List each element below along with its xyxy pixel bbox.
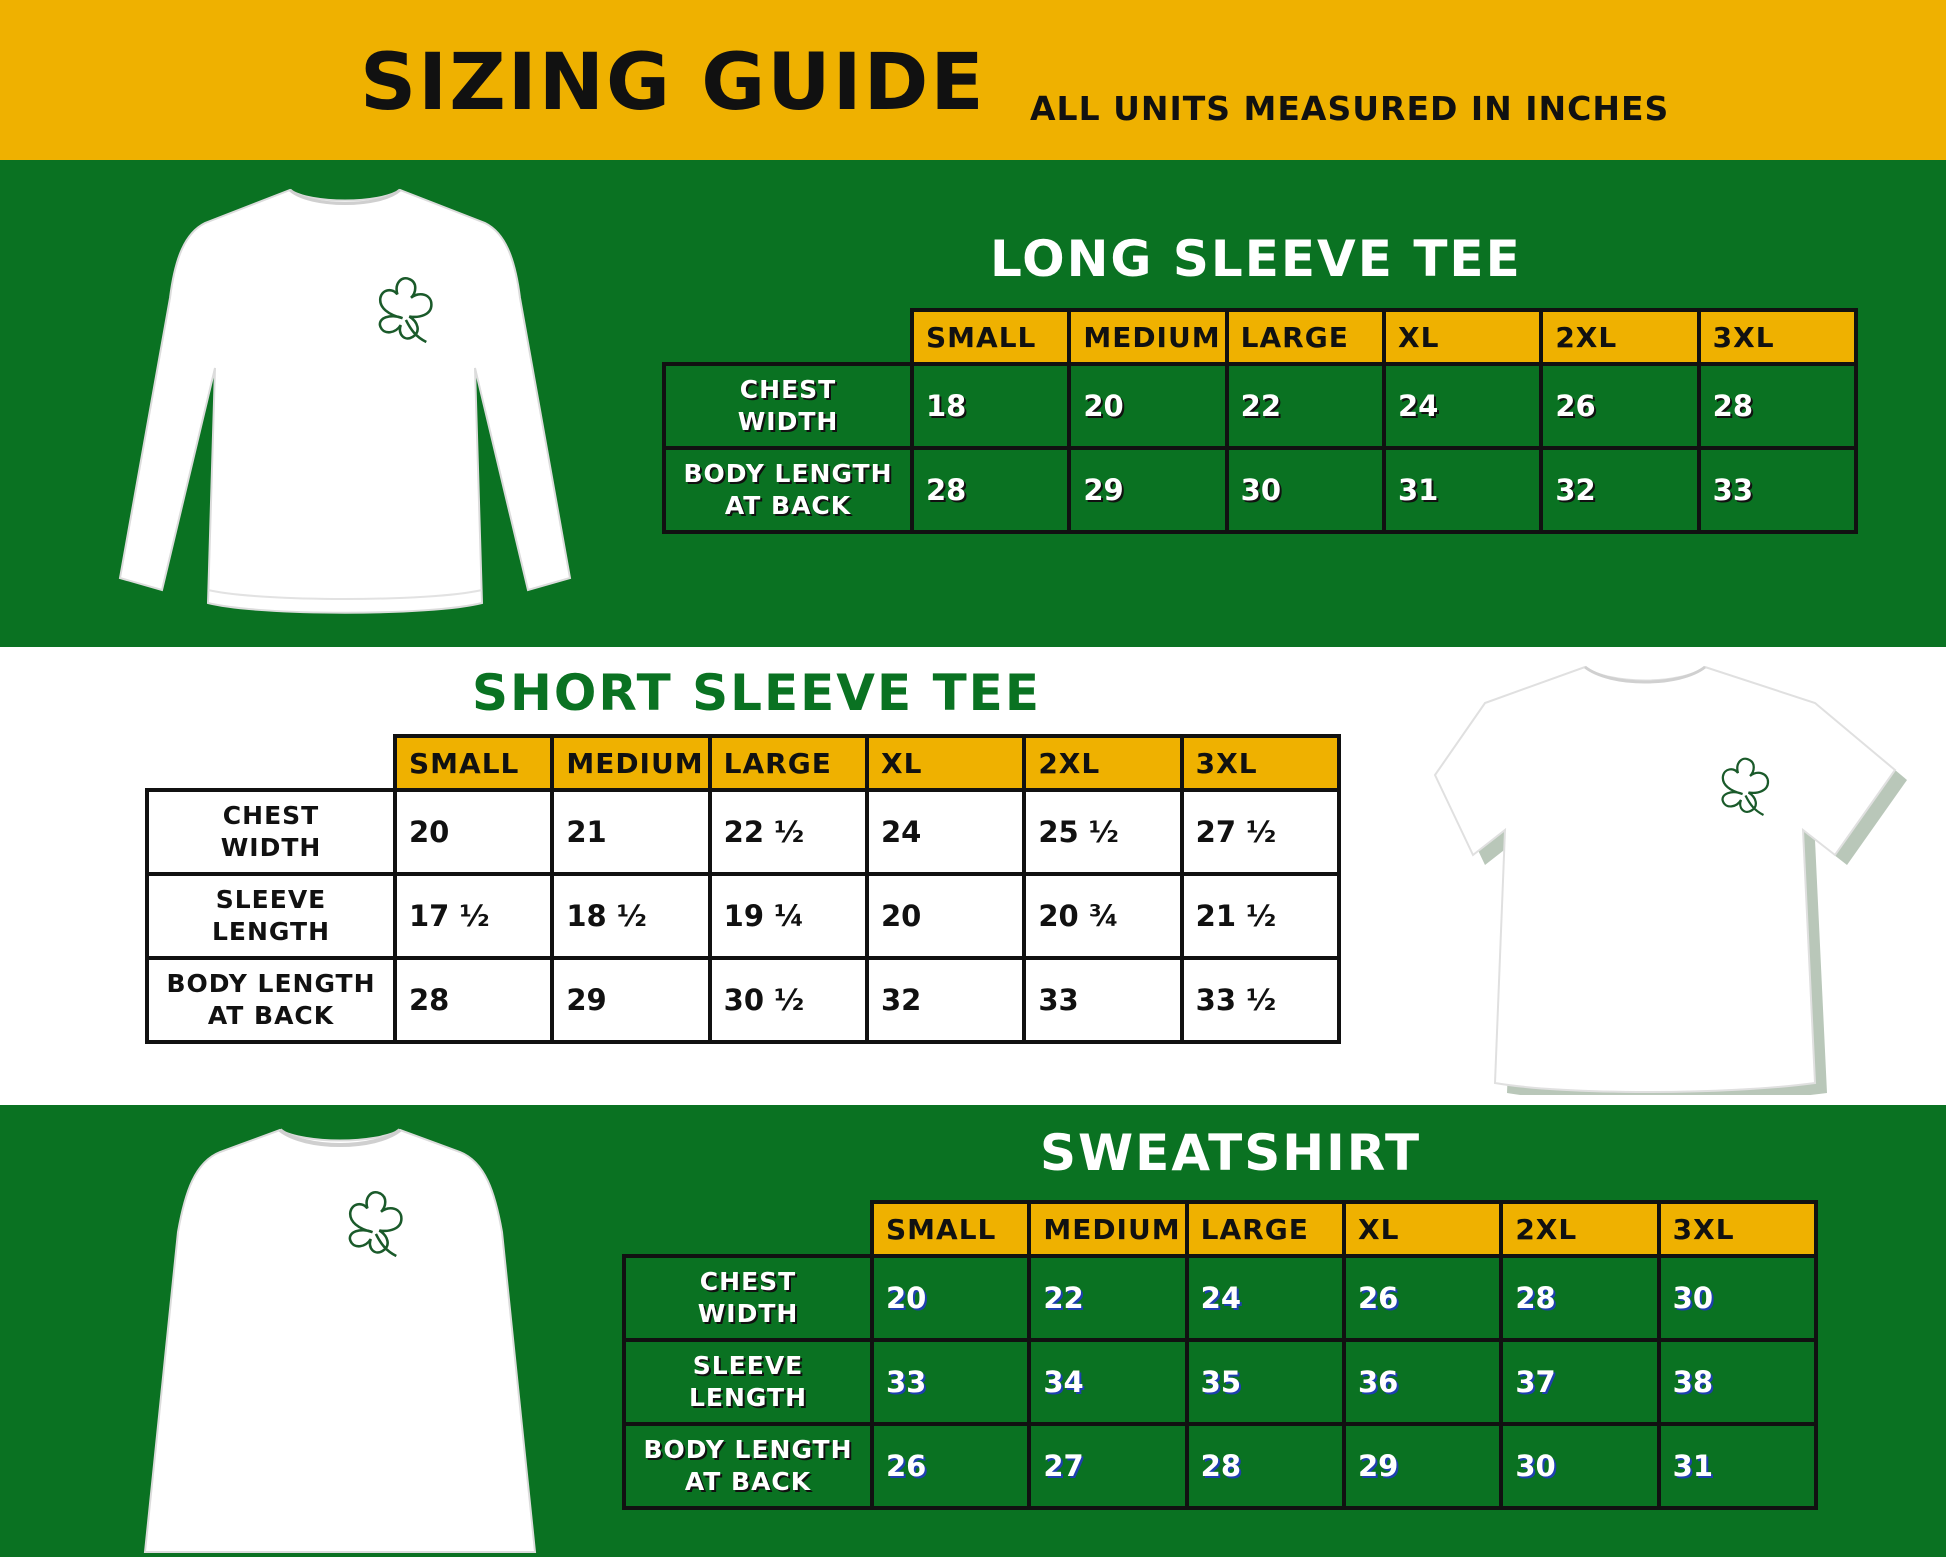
value-cell: 22 ½	[710, 790, 867, 874]
table-corner	[664, 310, 912, 364]
value-cell: 33	[872, 1340, 1029, 1424]
table-row	[147, 874, 1339, 958]
value-cell: 29	[1344, 1424, 1501, 1508]
page-subtitle: ALL UNITS MEASURED IN INCHES	[1030, 89, 1670, 128]
size-header-small: SMALL	[912, 310, 1069, 364]
size-header-3xl: 3XL	[1699, 310, 1856, 364]
value-cell: 22	[1227, 364, 1384, 448]
value-cell: 20	[872, 1256, 1029, 1340]
row-label-body-length	[664, 448, 912, 532]
value-cell: 30	[1659, 1256, 1816, 1340]
sweatshirt-icon	[140, 1122, 540, 1557]
size-header-3xl: 3XL	[1659, 1202, 1816, 1256]
row-label-sleeve-length	[147, 874, 395, 958]
table-row	[624, 1256, 1816, 1340]
value-cell: 30 ½	[710, 958, 867, 1042]
short-sleeve-title: SHORT SLEEVE TEE	[472, 664, 1041, 722]
value-cell: 28	[395, 958, 552, 1042]
value-cell: 24	[867, 790, 1024, 874]
value-cell: 28	[1501, 1256, 1658, 1340]
size-header-xl: XL	[1384, 310, 1541, 364]
row-label-text: SLEEVE LENGTH	[212, 884, 330, 946]
value-cell: 32	[1541, 448, 1698, 532]
short-sleeve-size-table	[145, 734, 1341, 1044]
value-cell: 29	[1069, 448, 1226, 532]
size-header-large: LARGE	[710, 736, 867, 790]
row-label-body-length	[624, 1424, 872, 1508]
value-cell: 25 ½	[1024, 790, 1181, 874]
size-header-large: LARGE	[1187, 1202, 1344, 1256]
table-row	[664, 448, 1856, 532]
long-sleeve-size-table	[662, 308, 1858, 534]
size-header-2xl: 2XL	[1024, 736, 1181, 790]
value-cell: 32	[867, 958, 1024, 1042]
table-row	[147, 958, 1339, 1042]
value-cell: 20 ¾	[1024, 874, 1181, 958]
value-cell: 20	[1069, 364, 1226, 448]
size-header-3xl: 3XL	[1182, 736, 1339, 790]
long-sleeve-shirt-icon	[110, 178, 580, 618]
value-cell: 35	[1187, 1340, 1344, 1424]
value-cell: 37	[1501, 1340, 1658, 1424]
size-header-small: SMALL	[872, 1202, 1029, 1256]
value-cell: 33	[1699, 448, 1856, 532]
row-label-text: BODY LENGTH AT BACK	[166, 968, 376, 1030]
size-header-2xl: 2XL	[1501, 1202, 1658, 1256]
table-corner	[624, 1202, 872, 1256]
value-cell: 21 ½	[1182, 874, 1339, 958]
short-sleeve-shirt-icon	[1425, 655, 1925, 1095]
value-cell: 26	[1541, 364, 1698, 448]
sweatshirt-size-table	[622, 1200, 1818, 1510]
size-header-row	[624, 1202, 1816, 1256]
value-cell: 31	[1384, 448, 1541, 532]
size-header-medium: MEDIUM	[1069, 310, 1226, 364]
long-sleeve-title: LONG SLEEVE TEE	[990, 230, 1522, 288]
size-header-small: SMALL	[395, 736, 552, 790]
size-header-2xl: 2XL	[1541, 310, 1698, 364]
value-cell: 28	[912, 448, 1069, 532]
row-label-text: SLEEVE LENGTH	[689, 1350, 807, 1412]
row-label-text: BODY LENGTH AT BACK	[683, 458, 893, 520]
value-cell: 28	[1699, 364, 1856, 448]
value-cell: 27 ½	[1182, 790, 1339, 874]
row-label-text: CHEST WIDTH	[697, 1266, 799, 1328]
value-cell: 28	[1187, 1424, 1344, 1508]
row-label-chest-width	[624, 1256, 872, 1340]
row-label-text: CHEST WIDTH	[737, 374, 839, 436]
table-row	[624, 1424, 1816, 1508]
value-cell: 17 ½	[395, 874, 552, 958]
size-header-large: LARGE	[1227, 310, 1384, 364]
row-label-text: CHEST WIDTH	[220, 800, 322, 862]
size-header-xl: XL	[1344, 1202, 1501, 1256]
row-label-body-length	[147, 958, 395, 1042]
value-cell: 31	[1659, 1424, 1816, 1508]
size-header-medium: MEDIUM	[1029, 1202, 1186, 1256]
value-cell: 30	[1227, 448, 1384, 532]
value-cell: 30	[1501, 1424, 1658, 1508]
value-cell: 33	[1024, 958, 1181, 1042]
row-label-chest-width	[147, 790, 395, 874]
value-cell: 34	[1029, 1340, 1186, 1424]
table-row	[664, 364, 1856, 448]
value-cell: 20	[867, 874, 1024, 958]
value-cell: 22	[1029, 1256, 1186, 1340]
value-cell: 18 ½	[552, 874, 709, 958]
value-cell: 18	[912, 364, 1069, 448]
size-header-medium: MEDIUM	[552, 736, 709, 790]
sweatshirt-title: SWEATSHIRT	[1040, 1124, 1422, 1182]
row-label-sleeve-length	[624, 1340, 872, 1424]
value-cell: 38	[1659, 1340, 1816, 1424]
table-row	[624, 1340, 1816, 1424]
value-cell: 36	[1344, 1340, 1501, 1424]
value-cell: 24	[1187, 1256, 1344, 1340]
value-cell: 24	[1384, 364, 1541, 448]
table-row	[147, 790, 1339, 874]
value-cell: 26	[872, 1424, 1029, 1508]
value-cell: 33 ½	[1182, 958, 1339, 1042]
page-title: SIZING GUIDE	[360, 38, 986, 128]
row-label-text: BODY LENGTH AT BACK	[643, 1434, 853, 1496]
value-cell: 20	[395, 790, 552, 874]
value-cell: 29	[552, 958, 709, 1042]
size-header-row	[664, 310, 1856, 364]
value-cell: 27	[1029, 1424, 1186, 1508]
table-corner	[147, 736, 395, 790]
row-label-chest-width	[664, 364, 912, 448]
size-header-xl: XL	[867, 736, 1024, 790]
value-cell: 21	[552, 790, 709, 874]
size-header-row	[147, 736, 1339, 790]
value-cell: 26	[1344, 1256, 1501, 1340]
value-cell: 19 ¼	[710, 874, 867, 958]
